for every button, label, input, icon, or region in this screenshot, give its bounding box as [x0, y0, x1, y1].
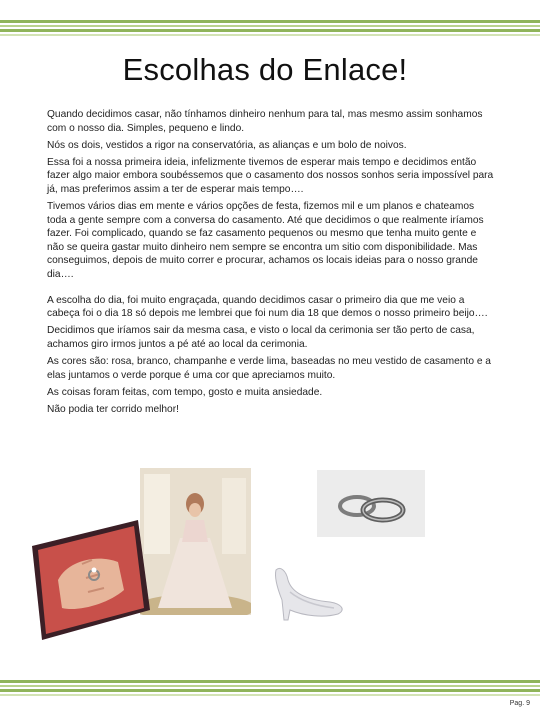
white-shoe-photo	[268, 560, 348, 624]
bride-dress-photo	[140, 468, 251, 615]
wedding-rings-photo	[317, 470, 425, 537]
paragraph: A escolha do dia, foi muito engraçada, quando decidimos casar o primeiro dia que me veio a cabeça foi o dia 18 só depois me lembrei que foi num dia 18 que demos o nosso primeiro beijo….	[47, 294, 488, 320]
article-body	[47, 108, 495, 420]
paragraph: Não podia ter corrido melhor!	[47, 403, 179, 415]
paragraph: Decidimos que iríamos sair da mesma casa, e visto o local da cerimonia ser tão perto de casa, achamos giro irmos juntos a pé até ao local da cerimonia.	[47, 325, 475, 350]
page-number: Pag. 9	[509, 700, 530, 707]
top-decorative-band	[0, 20, 540, 40]
engagement-ring-hand-photo	[28, 520, 150, 640]
paragraph: Essa foi a nossa primeira ideia, infelizmente tivemos de esperar mais tempo e decidimos então fazer algo maior embora soubéssemos que o casamento dos nossos sonhos seria impossível para já, mas preferimos assim a ter de esperar mais tempo….	[47, 156, 494, 195]
paragraph: Tivemos vários dias em mente e vários opções de festa, fizemos mil e um planos e chateamos toda a gente sempre com a conversa do casamento. Até que decidimos o que realmente iríamos fazer. Foi complicado, quando se faz casamento pequenos ou mesmo que tenha muito gente e não se queira gastar muito dinheiro nem sempre se encontra um sitio com disponibilidade. Mas conseguimos, depois de muito correr e procurar, achamos os locais ideias para o nosso grande dia….	[47, 201, 484, 281]
paragraph: Nós os dois, vestidos a rigor na conservatória, as alianças e um bolo de noivos.	[47, 139, 407, 151]
page-title: Escolhas do Enlace!	[122, 52, 408, 87]
bottom-decorative-band	[0, 680, 540, 700]
paragraph: Quando decidimos casar, não tínhamos dinheiro nenhum para tal, mas mesmo assim sonhamos com o nosso dia. Simples, pequeno e lindo.	[47, 109, 483, 134]
paragraph: As coisas foram feitas, com tempo, gosto e muita ansiedade.	[47, 386, 323, 398]
paragraph: As cores são: rosa, branco, champanhe e verde lima, baseadas no meu vestido de casamento e a elas juntamos o verde porque é uma cor que apreciamos muito.	[47, 356, 491, 381]
